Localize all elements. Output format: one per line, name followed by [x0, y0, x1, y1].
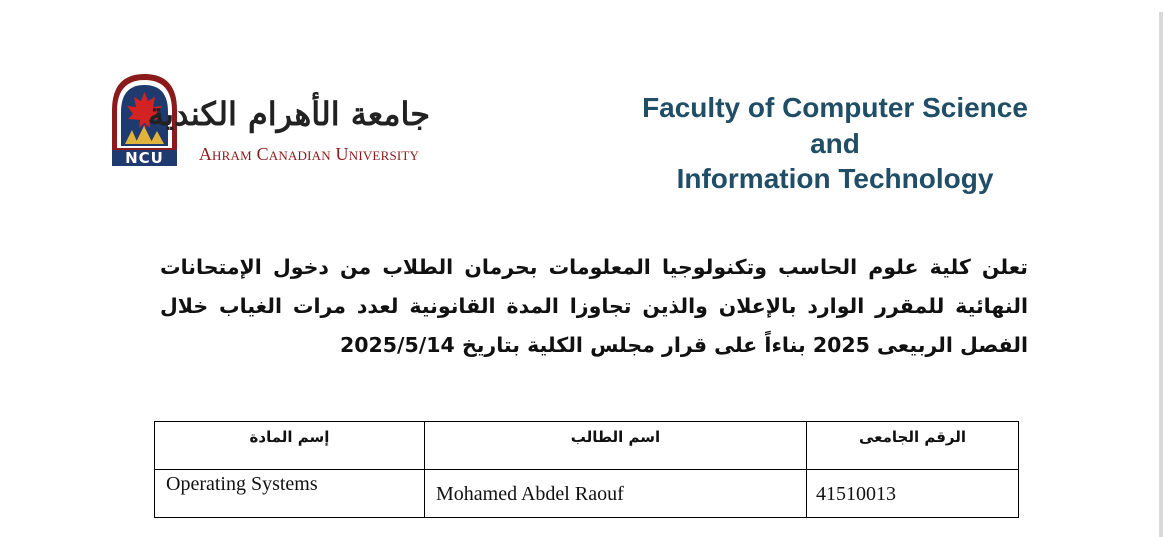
- course-name: Operating Systems: [166, 473, 318, 495]
- table-header-row: [155, 422, 1019, 470]
- header-student-cell: [425, 422, 807, 470]
- faculty-title-line-3: Information Technology: [676, 163, 994, 194]
- page-edge-shadow: [1159, 0, 1163, 537]
- logo-arabic-name: جامعة الأهرام الكندية: [148, 95, 430, 133]
- header-student: اسم الطالب: [570, 428, 661, 446]
- header-id: الرقم الجامعى: [858, 428, 967, 446]
- student-id: 41510013: [816, 483, 896, 505]
- faculty-title-line-1: Faculty of Computer Science: [642, 92, 1028, 123]
- students-table: [154, 421, 1019, 518]
- page-edge-gap: [1158, 0, 1164, 12]
- faculty-title: [600, 90, 1070, 197]
- logo-english-name: Ahram Canadian University: [198, 144, 420, 164]
- crest-label: NCU: [125, 149, 164, 167]
- university-logo: [108, 70, 430, 170]
- id-cell: [807, 470, 1019, 518]
- announcement-text: تعلن كلية علوم الحاسب وتكنولوجيا المعلومات بحرمان الطلاب من دخول الإمتحانات النهائية للمقرر الوارد بالإعلان والذين تجاوزا المدة القانونية لعدد مرات الغياب خلال الفصل الربيعى 2025 بناءاً على قرار مجلس الكلية بتاريخ 2025/5/14: [160, 255, 1028, 357]
- header-course-cell: [155, 422, 425, 470]
- header-course: إسم المادة: [249, 428, 330, 446]
- course-cell: [155, 470, 425, 518]
- table-row: [155, 470, 1019, 518]
- student-cell: [425, 470, 807, 518]
- faculty-title-line-2: and: [810, 127, 860, 159]
- header-id-cell: [807, 422, 1019, 470]
- student-name: Mohamed Abdel Raouf: [436, 483, 624, 505]
